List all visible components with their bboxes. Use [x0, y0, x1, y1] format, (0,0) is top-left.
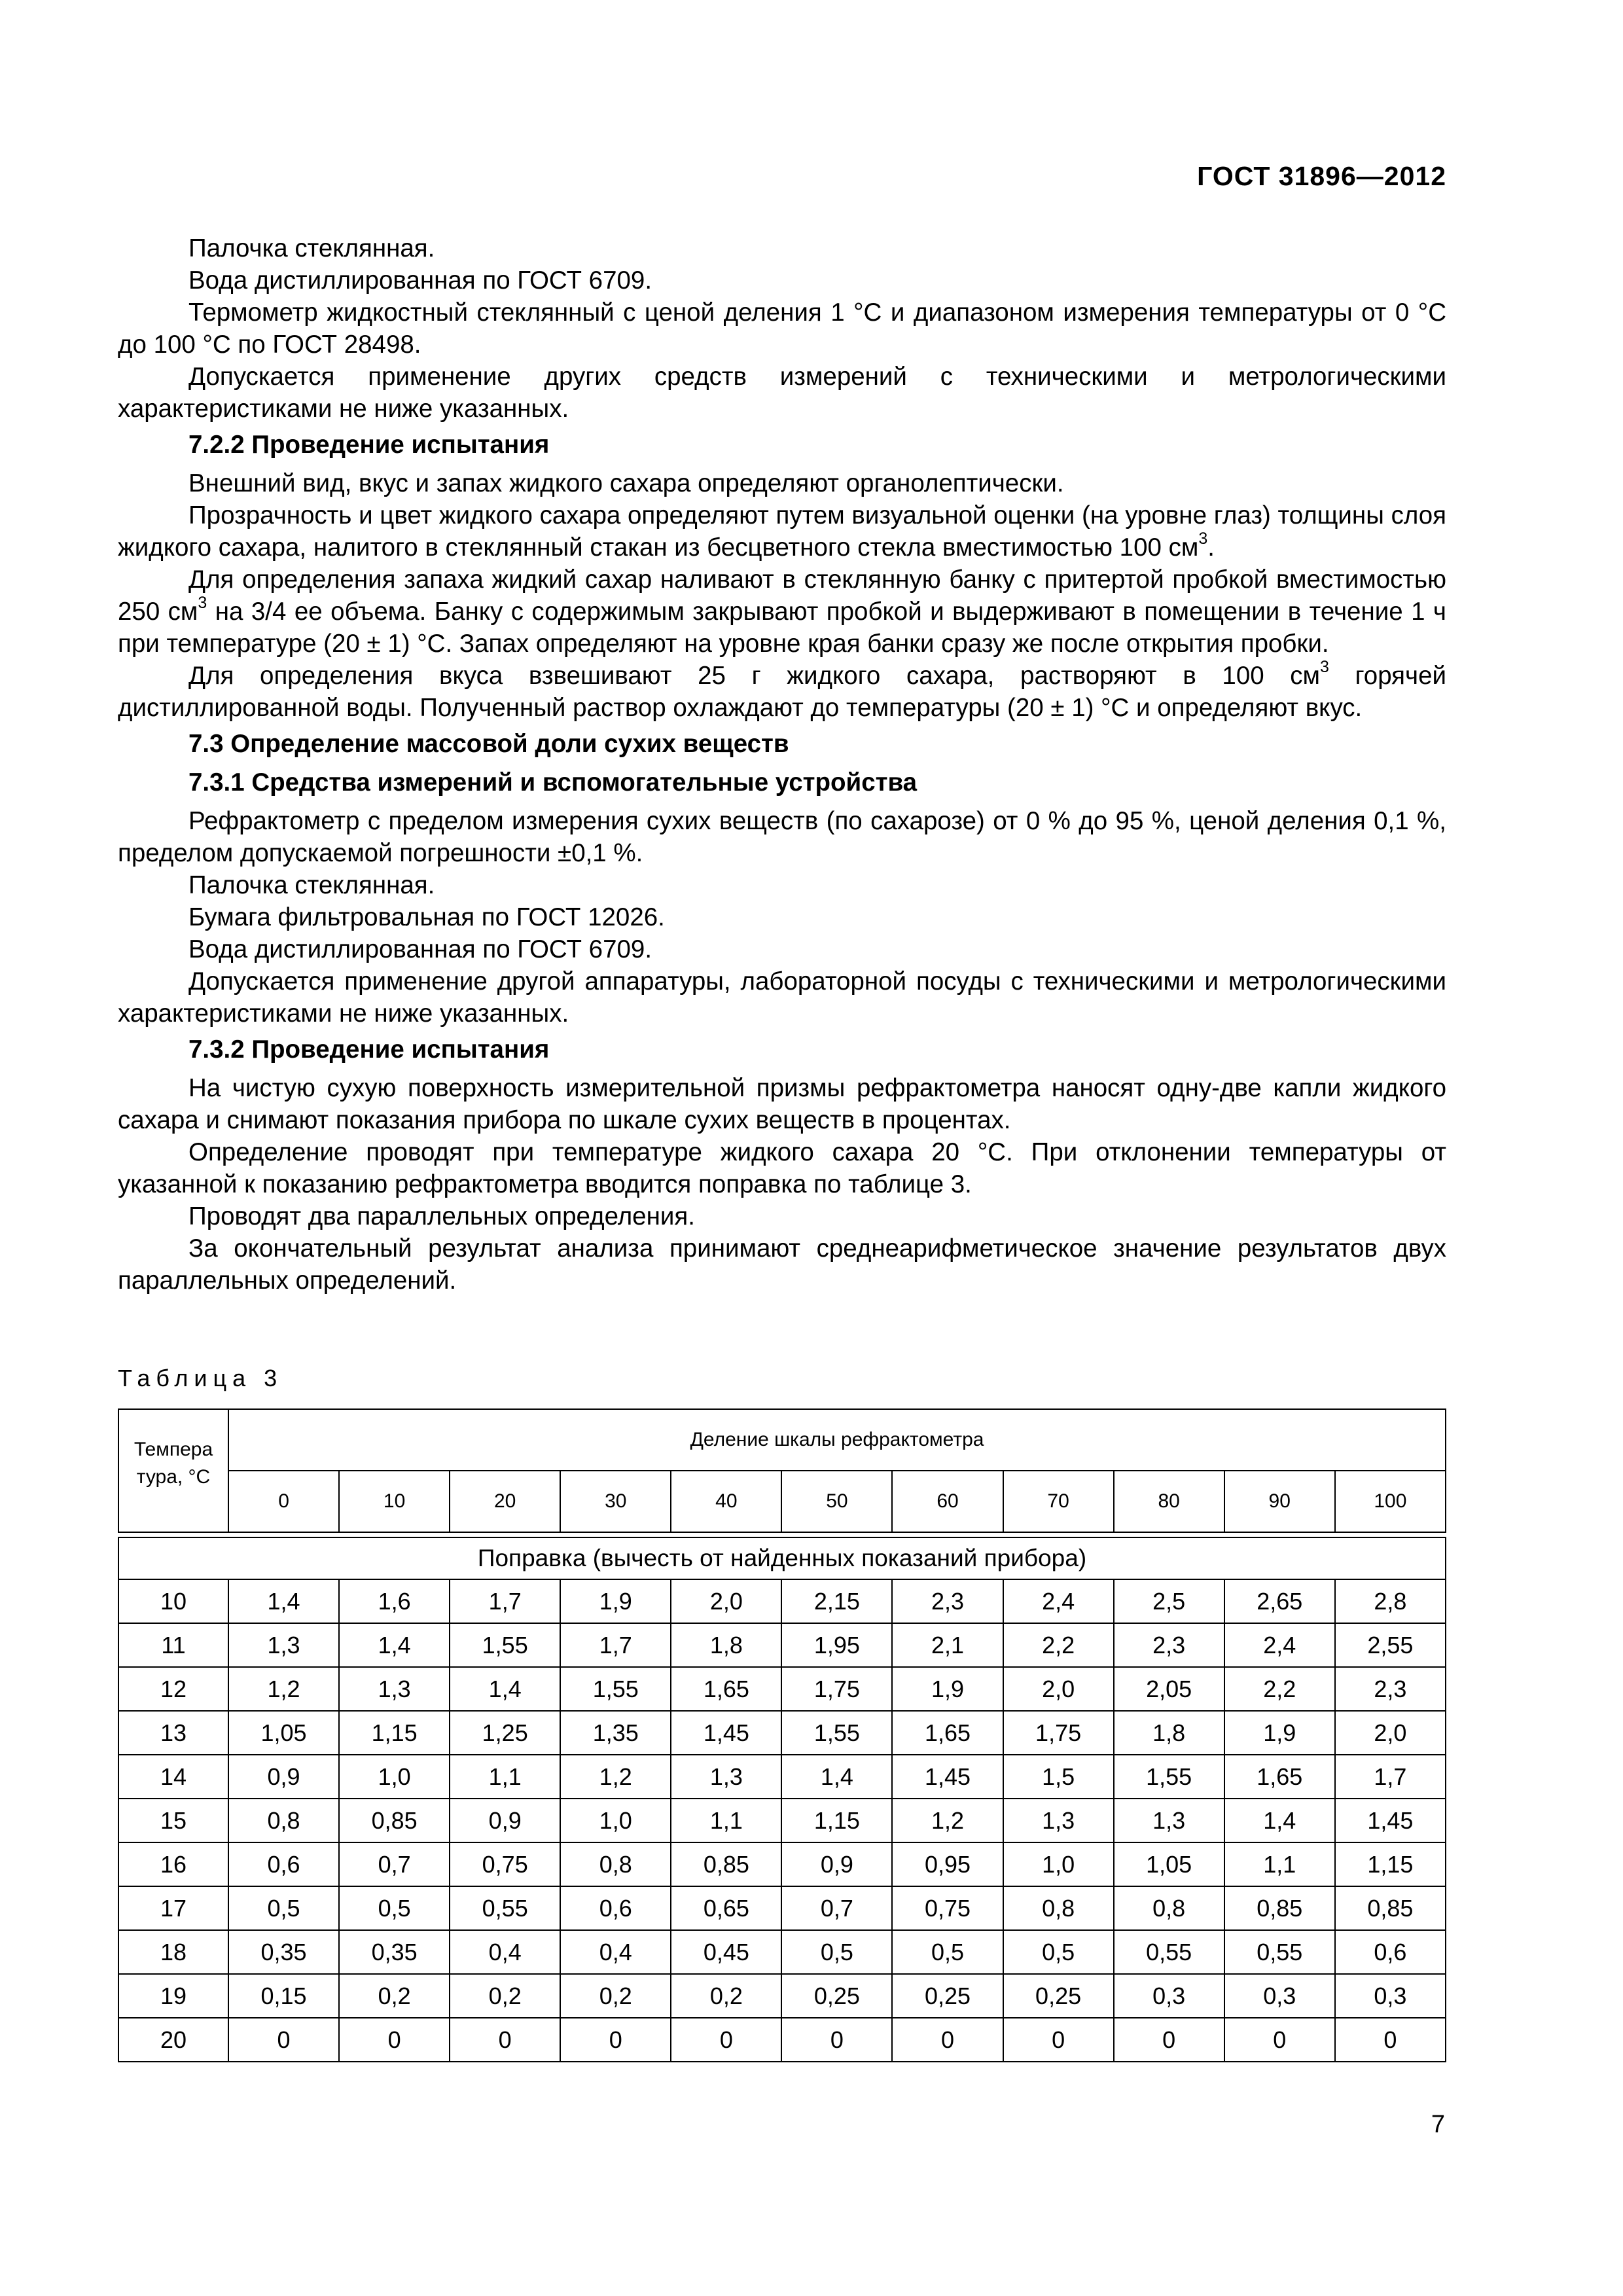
table-row [118, 1974, 1446, 2018]
table-row [118, 1667, 1446, 1711]
paragraph: За окончательный результат анализа принимают среднеарифметическое значение результатов двух параллельных определений. [118, 1234, 1446, 1295]
correction-cell: 1,1 [450, 1755, 560, 1799]
superscript: 3 [198, 594, 207, 613]
correction-cell: 0 [1114, 2018, 1224, 2062]
correction-cell: 1,1 [1224, 1842, 1335, 1886]
correction-cell: 1,7 [560, 1623, 671, 1667]
correction-cell: 2,5 [1114, 1579, 1224, 1623]
section-heading-7-2-2: 7.2.2 Проведение испытания [188, 431, 550, 459]
correction-cell: 0,55 [1114, 1930, 1224, 1974]
page-number: 7 [1431, 2111, 1445, 2138]
correction-cell: 0,85 [1335, 1886, 1446, 1930]
correction-cell: 0,95 [892, 1842, 1003, 1886]
correction-cell: 1,4 [339, 1623, 450, 1667]
correction-cell: 2,0 [1003, 1667, 1114, 1711]
correction-cell: 1,65 [1224, 1755, 1335, 1799]
temperature-cell: 11 [118, 1623, 228, 1667]
temperature-cell: 10 [118, 1579, 228, 1623]
correction-cell: 0,35 [228, 1930, 339, 1974]
correction-cell: 2,65 [1224, 1579, 1335, 1623]
paragraph: Рефрактометр с пределом измерения сухих веществ (по сахарозе) от 0 % до 95 %, ценой деления 0,1 %, пределом допускаемой погрешности ±0,1 %. [118, 807, 1446, 867]
paragraph: Определение проводят при температуре жидкого сахара 20 °С. При отклонении температуры от указанной к показанию рефрактометра вводится поправка по таблице 3. [118, 1138, 1446, 1198]
correction-cell: 1,75 [1003, 1711, 1114, 1755]
paragraph: Палочка стеклянная. [188, 871, 435, 899]
correction-cell: 0,8 [1003, 1886, 1114, 1930]
correction-note: Поправка (вычесть от найденных показаний прибора) [118, 1537, 1446, 1579]
correction-cell: 1,4 [228, 1579, 339, 1623]
correction-cell: 0,2 [339, 1974, 450, 2018]
correction-cell: 0,75 [450, 1842, 560, 1886]
table-row [118, 1799, 1446, 1842]
correction-cell: 0,5 [892, 1930, 1003, 1974]
correction-cell: 0,9 [450, 1799, 560, 1842]
text-run: Для определения запаха жидкий сахар наливают в стеклянную банку с притертой пробкой вместимостью 250 см [118, 565, 1446, 626]
correction-cell: 1,05 [1114, 1842, 1224, 1886]
correction-cell: 1,25 [450, 1711, 560, 1755]
correction-cell: 0,3 [1335, 1974, 1446, 2018]
paragraph: Допускается применение другой аппаратуры, лабораторной посуды с техническими и метрологическими характеристиками не ниже указанных. [118, 967, 1446, 1028]
correction-cell: 0,8 [228, 1799, 339, 1842]
correction-cell: 1,9 [892, 1667, 1003, 1711]
correction-cell: 0 [1003, 2018, 1114, 2062]
correction-cell: 1,55 [450, 1623, 560, 1667]
correction-cell: 0,25 [892, 1974, 1003, 2018]
paragraph [118, 499, 1446, 564]
correction-cell: 0,25 [1003, 1974, 1114, 2018]
correction-cell: 0 [339, 2018, 450, 2062]
correction-cell: 1,3 [228, 1623, 339, 1667]
text-run: Прозрачность и цвет жидкого сахара определяют путем визуальной оценки (на уровне глаз) толщины слоя жидкого сахара, налитого в стеклянный стакан из бесцветного стекла вместимостью 100 см [118, 501, 1446, 562]
section-heading-7-3-2: 7.3.2 Проведение испытания [188, 1035, 550, 1064]
paragraph [118, 660, 1446, 724]
correction-cell: 1,3 [1003, 1799, 1114, 1842]
correction-cell: 0,55 [1224, 1930, 1335, 1974]
section-heading-7-3-1: 7.3.1 Средства измерений и вспомогательные устройства [188, 768, 918, 797]
correction-cell: 1,4 [781, 1755, 892, 1799]
paragraph: Бумага фильтровальная по ГОСТ 12026. [188, 903, 665, 931]
correction-cell: 0,85 [671, 1842, 781, 1886]
scale-header-cell: 10 [339, 1471, 450, 1532]
section-heading-7-3: 7.3 Определение массовой доли сухих веществ [188, 730, 789, 758]
temperature-cell: 13 [118, 1711, 228, 1755]
table-row [118, 1755, 1446, 1799]
scale-header-cell: 80 [1114, 1471, 1224, 1532]
correction-cell: 1,45 [671, 1711, 781, 1755]
table-row [118, 1579, 1446, 1623]
correction-cell: 1,15 [781, 1799, 892, 1842]
superscript: 3 [1198, 529, 1208, 548]
correction-cell: 1,05 [228, 1711, 339, 1755]
correction-cell: 0,9 [228, 1755, 339, 1799]
correction-cell: 2,4 [1224, 1623, 1335, 1667]
correction-cell: 0,5 [781, 1930, 892, 1974]
correction-cell: 0,8 [1114, 1886, 1224, 1930]
correction-cell: 0,15 [228, 1974, 339, 2018]
correction-cell: 0 [781, 2018, 892, 2062]
correction-cell: 2,8 [1335, 1579, 1446, 1623]
correction-cell: 1,65 [892, 1711, 1003, 1755]
correction-cell: 1,8 [1114, 1711, 1224, 1755]
correction-cell: 0,2 [450, 1974, 560, 2018]
correction-cell: 1,6 [339, 1579, 450, 1623]
correction-cell: 1,75 [781, 1667, 892, 1711]
superscript: 3 [1320, 658, 1329, 677]
paragraph: Внешний вид, вкус и запах жидкого сахара определяют органолептически. [188, 469, 1064, 497]
correction-cell: 0,65 [671, 1886, 781, 1930]
temperature-header-line1: Темпера [134, 1439, 213, 1460]
correction-cell: 0,5 [339, 1886, 450, 1930]
correction-cell: 0 [1224, 2018, 1335, 2062]
correction-cell: 0,8 [560, 1842, 671, 1886]
paragraph: Допускается применение других средств измерений с техническими и метрологическими характеристиками не ниже указанных. [118, 363, 1446, 423]
text-run: . [1207, 533, 1215, 562]
temperature-cell: 18 [118, 1930, 228, 1974]
correction-cell: 2,05 [1114, 1667, 1224, 1711]
correction-cell: 1,2 [560, 1755, 671, 1799]
correction-cell: 0,85 [1224, 1886, 1335, 1930]
scale-header-cell: 70 [1003, 1471, 1114, 1532]
text-run: на 3/4 ее объема. Банку с содержимым закрывают пробкой и выдерживают в помещении в течение 1 ч при температуре (20 ± 1) °С. Запах определяют на уровне края банки сразу же после открытия пробки. [118, 598, 1446, 658]
correction-cell: 0,75 [892, 1886, 1003, 1930]
paragraph: Вода дистиллированная по ГОСТ 6709. [188, 266, 652, 295]
correction-cell: 1,55 [560, 1667, 671, 1711]
temperature-cell: 19 [118, 1974, 228, 2018]
correction-cell: 2,3 [892, 1579, 1003, 1623]
paragraph [118, 564, 1446, 660]
temperature-cell: 17 [118, 1886, 228, 1930]
correction-cell: 0,2 [671, 1974, 781, 2018]
correction-cell: 0,5 [1003, 1930, 1114, 1974]
correction-cell: 2,3 [1335, 1667, 1446, 1711]
correction-cell: 1,9 [560, 1579, 671, 1623]
correction-cell: 0,35 [339, 1930, 450, 1974]
scale-header-cell: 50 [781, 1471, 892, 1532]
correction-cell: 1,95 [781, 1623, 892, 1667]
text-run: Для определения вкуса взвешивают 25 г жидкого сахара, растворяют в 100 см [188, 662, 1321, 690]
correction-cell: 1,45 [1335, 1799, 1446, 1842]
table-caption: Таблица 3 [118, 1365, 283, 1391]
correction-cell: 1,45 [892, 1755, 1003, 1799]
document-body [118, 232, 1446, 1297]
scale-group-header: Деление шкалы рефрактометра [228, 1409, 1446, 1471]
correction-cell: 2,2 [1224, 1667, 1335, 1711]
scale-header-cell: 30 [560, 1471, 671, 1532]
correction-cell: 0,25 [781, 1974, 892, 2018]
correction-cell: 0 [892, 2018, 1003, 2062]
correction-cell: 1,8 [671, 1623, 781, 1667]
correction-note-row [118, 1537, 1446, 1579]
correction-cell: 1,1 [671, 1799, 781, 1842]
correction-cell: 1,55 [781, 1711, 892, 1755]
correction-cell: 2,2 [1003, 1623, 1114, 1667]
correction-cell: 0,85 [339, 1799, 450, 1842]
temperature-cell: 14 [118, 1755, 228, 1799]
scale-header-cell: 0 [228, 1471, 339, 1532]
correction-cell: 0,3 [1114, 1974, 1224, 2018]
correction-cell: 1,7 [450, 1579, 560, 1623]
table-row [118, 1623, 1446, 1667]
correction-cell: 0 [560, 2018, 671, 2062]
correction-cell: 2,1 [892, 1623, 1003, 1667]
correction-table [118, 1408, 1446, 2062]
correction-cell: 0,6 [560, 1886, 671, 1930]
correction-cell: 1,3 [339, 1667, 450, 1711]
correction-cell: 0,4 [560, 1930, 671, 1974]
correction-cell: 2,0 [1335, 1711, 1446, 1755]
correction-cell: 1,65 [671, 1667, 781, 1711]
table-row [118, 1711, 1446, 1755]
correction-cell: 1,55 [1114, 1755, 1224, 1799]
table-row [118, 1886, 1446, 1930]
correction-cell: 1,4 [450, 1667, 560, 1711]
correction-cell: 2,55 [1335, 1623, 1446, 1667]
divider-cell [118, 1532, 1446, 1537]
correction-cell: 1,9 [1224, 1711, 1335, 1755]
table-row [118, 1842, 1446, 1886]
scale-header-cell: 40 [671, 1471, 781, 1532]
correction-cell: 0,6 [228, 1842, 339, 1886]
correction-cell: 0,45 [671, 1930, 781, 1974]
paragraph: На чистую сухую поверхность измерительной призмы рефрактометра наносят одну-две капли жидкого сахара и снимают показания прибора по шкале сухих веществ в процентах. [118, 1074, 1446, 1134]
scale-header-cell: 90 [1224, 1471, 1335, 1532]
header-divider [118, 1532, 1446, 1537]
temperature-header-line2: тура, °С [136, 1466, 211, 1488]
scale-header-row [118, 1471, 1446, 1532]
temperature-cell: 20 [118, 2018, 228, 2062]
correction-cell: 0,3 [1224, 1974, 1335, 2018]
correction-cell: 0,5 [228, 1886, 339, 1930]
document-number: ГОСТ 31896—2012 [1197, 161, 1446, 191]
paragraph: Термометр жидкостный стеклянный с ценой деления 1 °С и диапазоном измерения температуры от 0 °С до 100 °С по ГОСТ 28498. [118, 298, 1446, 359]
paragraph: Вода дистиллированная по ГОСТ 6709. [188, 935, 652, 963]
correction-cell: 0,7 [781, 1886, 892, 1930]
correction-cell: 1,0 [339, 1755, 450, 1799]
correction-cell: 1,35 [560, 1711, 671, 1755]
correction-cell: 0 [1335, 2018, 1446, 2062]
correction-cell: 1,2 [892, 1799, 1003, 1842]
correction-cell: 0 [671, 2018, 781, 2062]
paragraph: Палочка стеклянная. [188, 234, 435, 262]
scale-header-cell: 100 [1335, 1471, 1446, 1532]
correction-cell: 0 [228, 2018, 339, 2062]
correction-cell: 0,2 [560, 1974, 671, 2018]
correction-cell: 2,3 [1114, 1623, 1224, 1667]
correction-cell: 0,7 [339, 1842, 450, 1886]
correction-cell: 1,15 [339, 1711, 450, 1755]
correction-cell: 1,15 [1335, 1842, 1446, 1886]
correction-cell: 0,9 [781, 1842, 892, 1886]
text-run: горячей дистиллированной воды. Полученный раствор охлаждают до температуры (20 ± 1) °С и определяют вкус. [118, 662, 1447, 722]
paragraph: Проводят два параллельных определения. [188, 1202, 695, 1230]
correction-cell: 2,4 [1003, 1579, 1114, 1623]
scale-header-cell: 20 [450, 1471, 560, 1532]
correction-cell: 1,2 [228, 1667, 339, 1711]
correction-cell: 1,0 [560, 1799, 671, 1842]
temperature-cell: 15 [118, 1799, 228, 1842]
correction-cell: 0,55 [450, 1886, 560, 1930]
correction-cell: 1,5 [1003, 1755, 1114, 1799]
correction-cell: 1,0 [1003, 1842, 1114, 1886]
correction-cell: 0,4 [450, 1930, 560, 1974]
temperature-cell: 12 [118, 1667, 228, 1711]
temperature-header [118, 1409, 228, 1532]
correction-cell: 0,6 [1335, 1930, 1446, 1974]
correction-cell: 1,3 [671, 1755, 781, 1799]
table-header-row [118, 1409, 1446, 1471]
scale-header-cell: 60 [892, 1471, 1003, 1532]
correction-cell: 2,15 [781, 1579, 892, 1623]
correction-cell: 1,4 [1224, 1799, 1335, 1842]
table-row [118, 2018, 1446, 2062]
correction-cell: 1,3 [1114, 1799, 1224, 1842]
correction-cell: 0 [450, 2018, 560, 2062]
table-row [118, 1930, 1446, 1974]
temperature-cell: 16 [118, 1842, 228, 1886]
correction-cell: 1,7 [1335, 1755, 1446, 1799]
correction-cell: 2,0 [671, 1579, 781, 1623]
